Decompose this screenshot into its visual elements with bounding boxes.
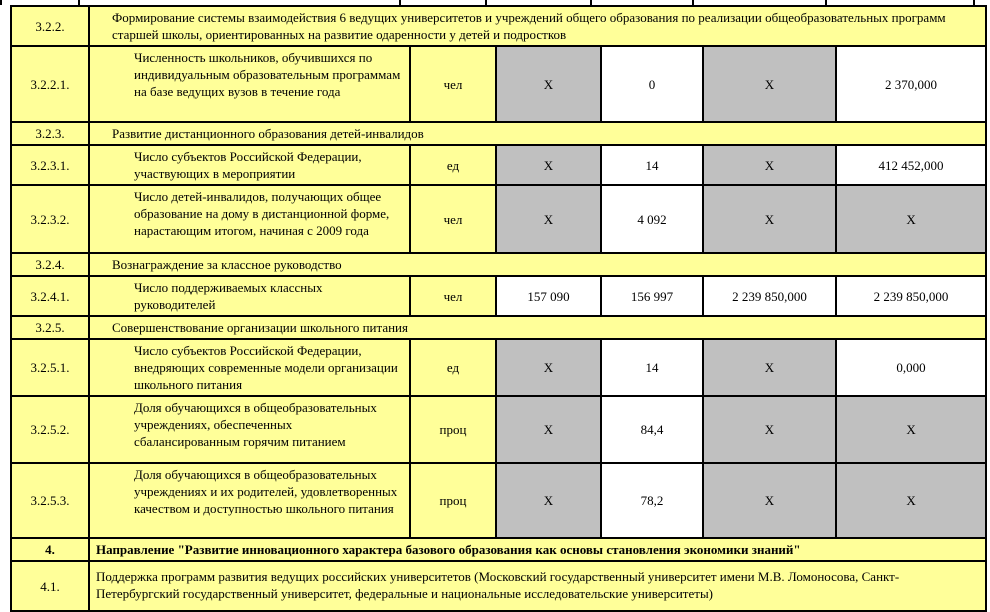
row-number-cell: 3.2.3.2. xyxy=(11,185,89,253)
row-number-cell: 3.2.2.1. xyxy=(11,46,89,122)
description-cell: Число поддерживаемых классных руководителей xyxy=(89,276,410,316)
value-cell: X xyxy=(496,46,601,122)
value-cell: X xyxy=(703,46,836,122)
row-number-cell: 3.2.5.1. xyxy=(11,339,89,396)
unit-cell: проц xyxy=(410,396,496,463)
table-row xyxy=(11,339,986,396)
table-row xyxy=(11,396,986,463)
table-row xyxy=(11,276,986,316)
table-row xyxy=(11,46,986,122)
unit-cell: ед xyxy=(410,145,496,185)
value-cell: X xyxy=(703,145,836,185)
row-number-cell: 3.2.5. xyxy=(11,316,89,339)
value-cell: 0 xyxy=(601,46,703,122)
row-number-cell: 3.2.3. xyxy=(11,122,89,145)
description-cell: Число субъектов Российской Федерации, внедряющих современные модели организации школьного питания xyxy=(89,339,410,396)
section-title-cell: Развитие дистанционного образования детей-инвалидов xyxy=(89,122,986,145)
indicators-table xyxy=(10,5,987,612)
table-row xyxy=(11,145,986,185)
value-cell: X xyxy=(836,463,986,538)
value-cell: X xyxy=(496,463,601,538)
section-title-cell: Поддержка программ развития ведущих российских университетов (Московский государственный университет имени М.В. Ломоносова, Санкт-Петербургский государственный университет, федеральные и национальные исследовательские университеты) xyxy=(89,561,986,611)
value-cell: 2 239 850,000 xyxy=(703,276,836,316)
description-cell: Число субъектов Российской Федерации, участвующих в мероприятии xyxy=(89,145,410,185)
value-cell: X xyxy=(836,396,986,463)
unit-cell: чел xyxy=(410,276,496,316)
row-number-cell: 3.2.5.2. xyxy=(11,396,89,463)
value-cell: X xyxy=(703,396,836,463)
table-row xyxy=(11,538,986,561)
description-cell: Число детей-инвалидов, получающих общее образование на дому в дистанционной форме, нарастающим итогом, начиная с 2009 года xyxy=(89,185,410,253)
crop-artifact-line xyxy=(0,0,2,5)
row-number-cell: 3.2.4. xyxy=(11,253,89,276)
value-cell: X xyxy=(496,339,601,396)
value-cell: X xyxy=(703,339,836,396)
table-row xyxy=(11,185,986,253)
unit-cell: чел xyxy=(410,185,496,253)
value-cell: X xyxy=(703,185,836,253)
section-title-cell: Совершенствование организации школьного питания xyxy=(89,316,986,339)
section-title-cell: Формирование системы взаимодействия 6 ведущих университетов и учреждений общего образования по реализации общеобразовательных программ старшей школы, ориентированных на развитие одаренности у детей и подростков xyxy=(89,6,986,46)
section-title-cell: Вознаграждение за классное руководство xyxy=(89,253,986,276)
section-title-cell: Направление "Развитие инновационного характера базового образования как основы становления экономики знаний" xyxy=(89,538,986,561)
value-cell: X xyxy=(496,396,601,463)
row-number-cell: 3.2.3.1. xyxy=(11,145,89,185)
description-cell: Доля обучающихся в общеобразовательных учреждениях и их родителей, удовлетворенных качеством и доступностью школьного питания xyxy=(89,463,410,538)
value-cell: 2 370,000 xyxy=(836,46,986,122)
description-cell: Доля обучающихся в общеобразовательных учреждениях, обеспеченных сбалансированным горячим питанием xyxy=(89,396,410,463)
indicators-table-wrapper xyxy=(10,5,987,612)
unit-cell: ед xyxy=(410,339,496,396)
value-cell: 84,4 xyxy=(601,396,703,463)
value-cell: X xyxy=(703,463,836,538)
value-cell: 0,000 xyxy=(836,339,986,396)
description-cell: Численность школьников, обучившихся по индивидуальным образовательным программам на базе ведущих вузов в течение года xyxy=(89,46,410,122)
value-cell: 4 092 xyxy=(601,185,703,253)
row-number-cell: 3.2.4.1. xyxy=(11,276,89,316)
table-row xyxy=(11,253,986,276)
unit-cell: проц xyxy=(410,463,496,538)
table-row xyxy=(11,122,986,145)
table-row xyxy=(11,6,986,46)
value-cell: 157 090 xyxy=(496,276,601,316)
table-row xyxy=(11,463,986,538)
value-cell: 2 239 850,000 xyxy=(836,276,986,316)
row-number-cell: 3.2.2. xyxy=(11,6,89,46)
value-cell: 14 xyxy=(601,145,703,185)
table-row xyxy=(11,316,986,339)
value-cell: 412 452,000 xyxy=(836,145,986,185)
row-number-cell: 4. xyxy=(11,538,89,561)
unit-cell: чел xyxy=(410,46,496,122)
row-number-cell: 4.1. xyxy=(11,561,89,611)
value-cell: 14 xyxy=(601,339,703,396)
value-cell: X xyxy=(496,185,601,253)
row-number-cell: 3.2.5.3. xyxy=(11,463,89,538)
value-cell: X xyxy=(496,145,601,185)
value-cell: 156 997 xyxy=(601,276,703,316)
value-cell: X xyxy=(836,185,986,253)
value-cell: 78,2 xyxy=(601,463,703,538)
